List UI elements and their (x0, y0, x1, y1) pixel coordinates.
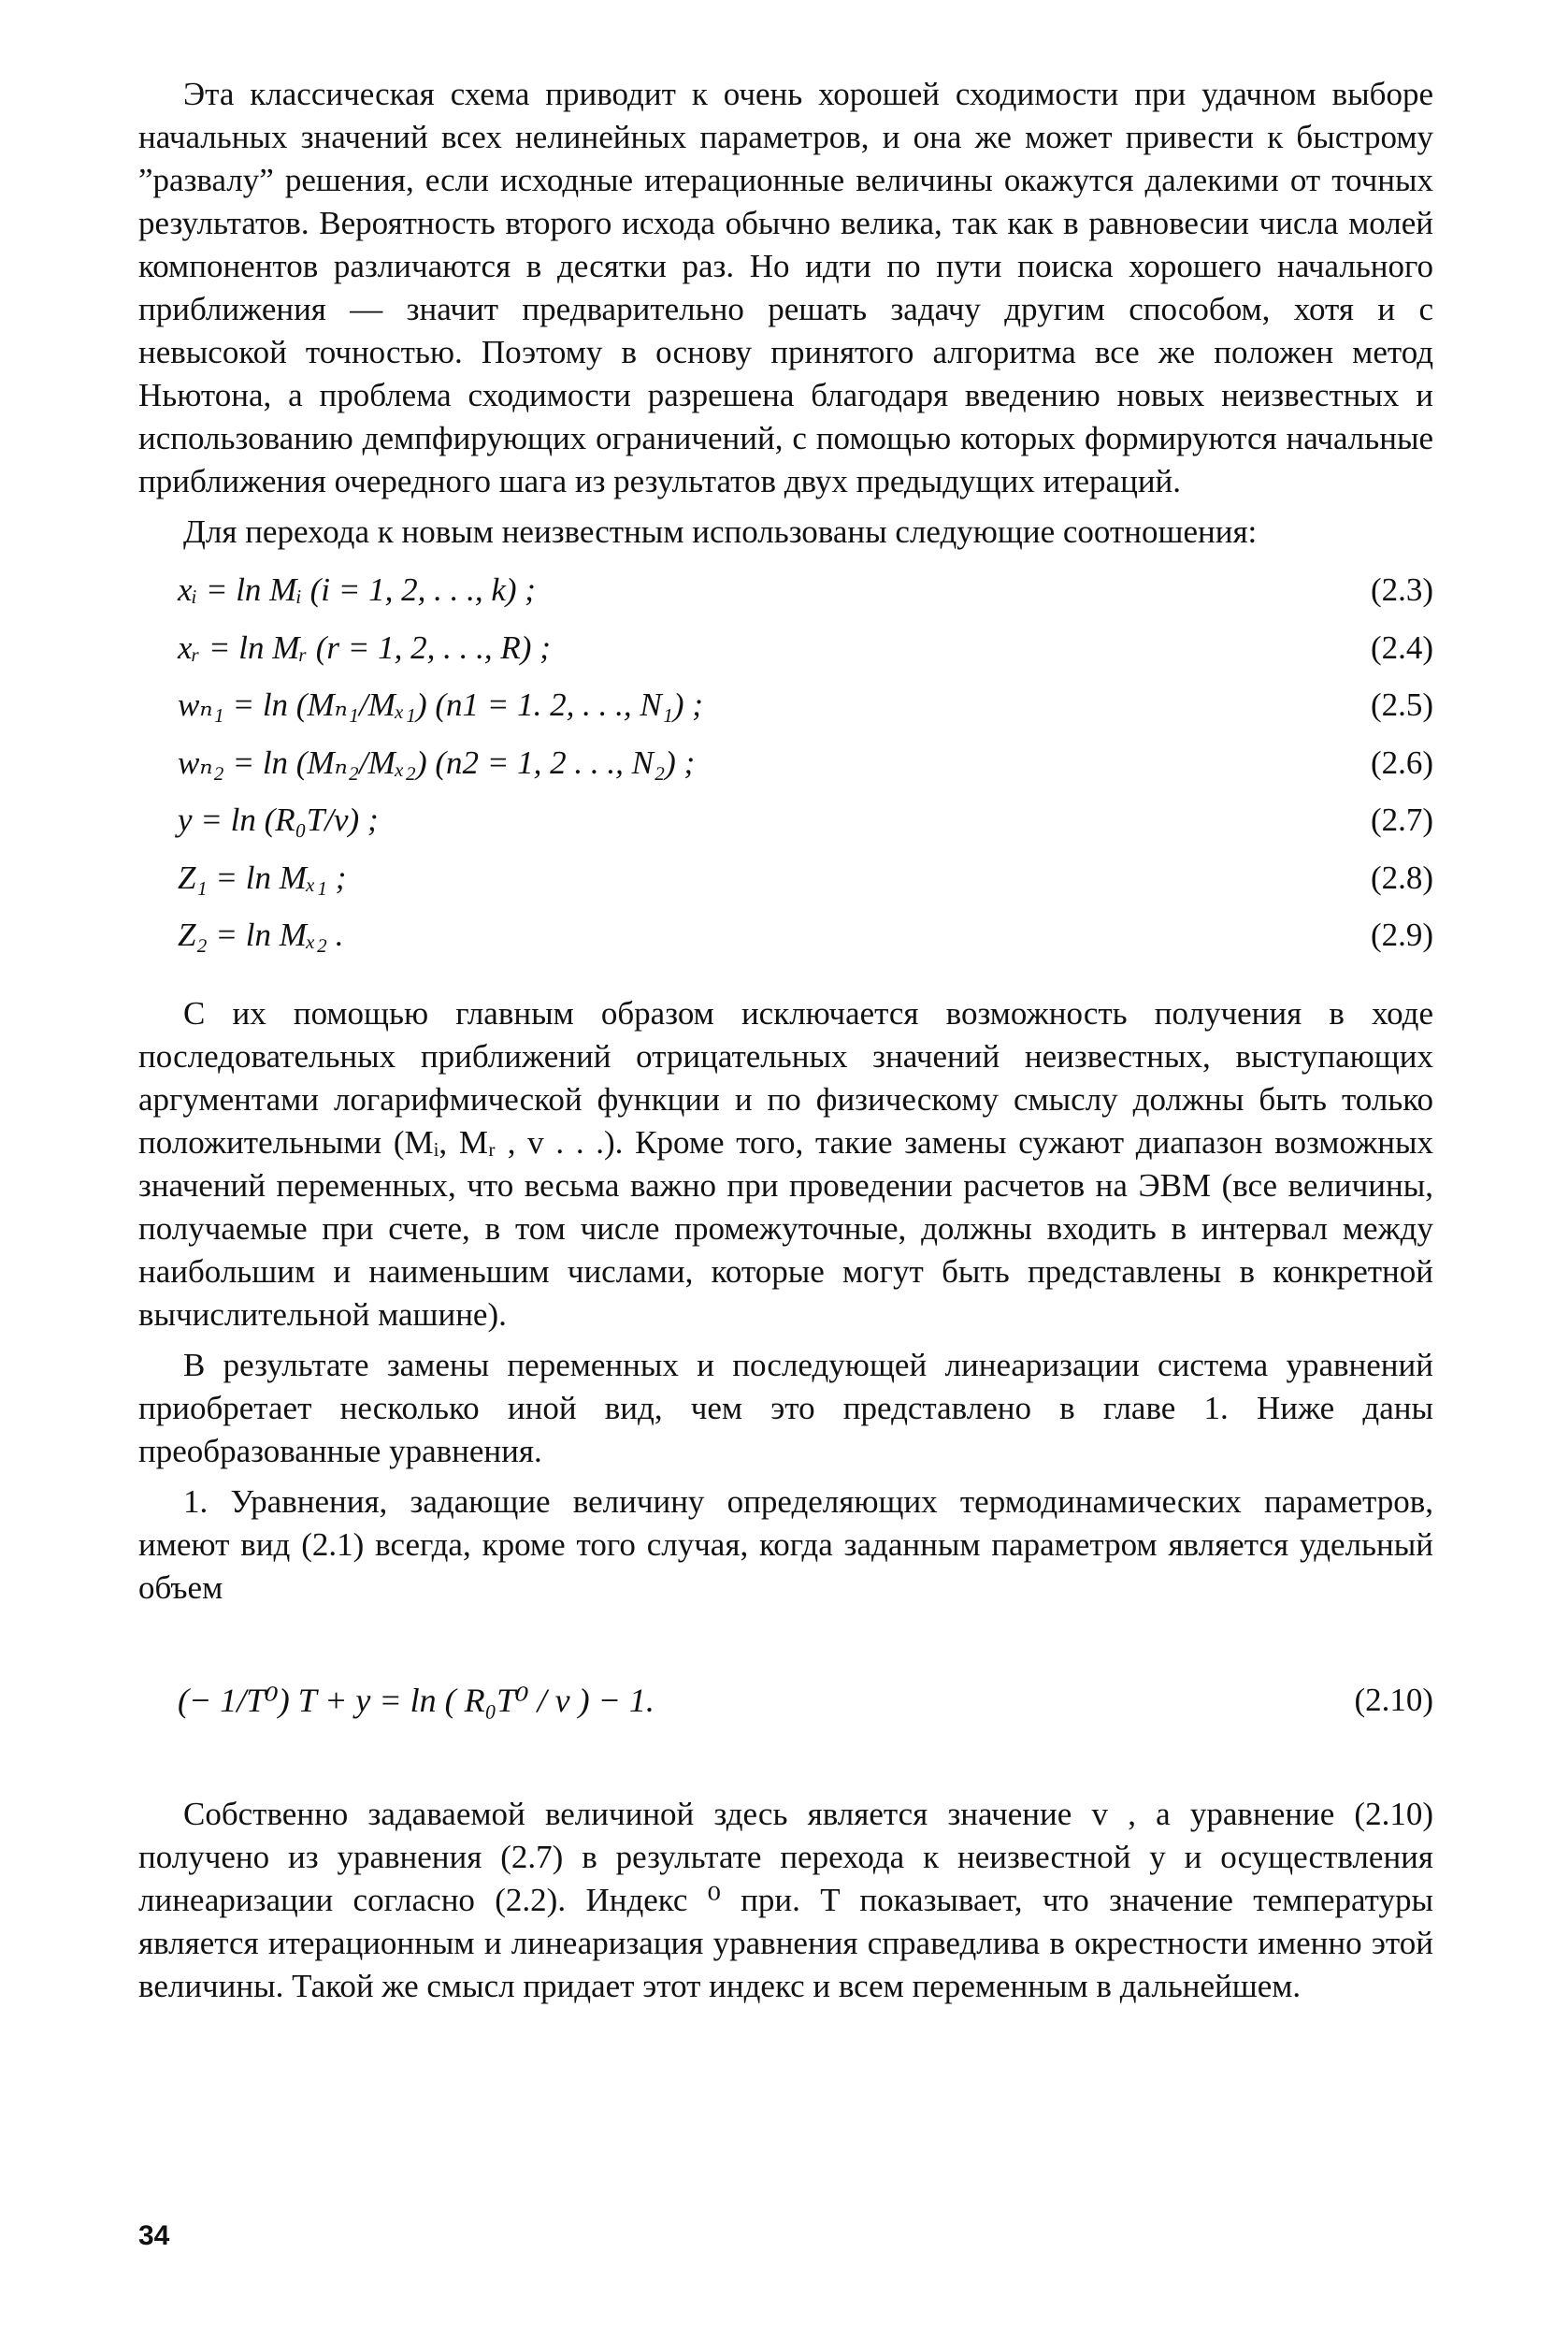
paragraph-2: Для перехода к новым неизвестным использованы следующие соотношения: (183, 513, 1258, 550)
paragraph-3: С их помощью главным образом исключается возможность получения в ходе последовательных приближений отрицательных значений неизвестных, выступающих аргументами логарифмической функции и по физическому смыслу должны быть только положительными (Mᵢ, Mᵣ , v . . .). Кроме того, такие замены сужают диапазон возможных значений переменных, что весьма важно при проведении расчетов на ЭВМ (все величины, получаемые при счете, в том числе промежуточные, должны входить в интервал между наибольшим и наименьшим числами, которые могут быть представлены в конкретной вычислительной машине). (138, 994, 1433, 1333)
equation-expression: (− 1/T⁰) T + y = ln ( R₀T⁰ / v ) − 1. (178, 1681, 655, 1719)
formula-number: (2.8) (1370, 859, 1433, 896)
formula-number: (2.6) (1370, 744, 1433, 781)
equation-number: (2.10) (1354, 1681, 1433, 1718)
formula-row (178, 857, 1433, 915)
formula-row (178, 914, 1433, 972)
equation-2-10 (178, 1649, 1433, 1752)
paragraph-5: 1. Уравнения, задающие величину определяющих термодинамических параметров, имеют вид (2.1) всегда, кроме того случая, когда заданным параметром является удельный объем (138, 1482, 1433, 1606)
paragraph-1: Эта классическая схема приводит к очень хорошей сходимости при удачном выборе начальных значений всех нелинейных параметров, и она же может привести к быстрому ”развалу” решения, если исходные итерационные величины окажутся далекими от точных результатов. Вероятность второго исхода обычно велика, так как в равновесии числа молей компонентов различаются в десятки раз. Но идти по пути поиска хорошего начального приближения — значит предварительно решать задачу другим способом, хотя и с невысокой точностью. Поэтому в основу принятого алгоритма все же положен метод Ньютона, а проблема сходимости разрешена благодаря введению новых неизвестных и использованию демпфирующих ограничений, с помощью которых формируются начальные приближения очередного шага из результатов двух предыдущих итераций. (138, 76, 1433, 499)
formula-expression: wₙ₁ = ln (Mₙ₁/Mₓ₁) (n1 = 1. 2, . . ., N₁) ; (178, 686, 703, 723)
formula-expression: y = ln (R₀T/v) ; (178, 802, 379, 838)
formula-expression: xᵢ = ln Mᵢ (i = 1, 2, . . ., k) ; (178, 571, 536, 608)
formula-row (178, 627, 1433, 685)
formula-number: (2.5) (1370, 686, 1433, 723)
formula-row (178, 799, 1433, 857)
formula-row (178, 569, 1433, 627)
paragraph-6: Собственно задаваемой величиной здесь является значение v , а уравнение (2.10) получено из уравнения (2.7) в результате перехода к неизвестной y и осуществления линеаризации согласно (2.2). Индекс ⁰ при. T показывает, что значение температуры является итерационным и линеаризация уравнения справедлива в окрестности именно этой величины. Такой же смысл придает этот индекс и всем переменным в дальнейшем. (138, 1795, 1433, 2004)
formula-number: (2.3) (1370, 571, 1433, 608)
formula-row (178, 684, 1433, 742)
page-body (138, 73, 1433, 2008)
formula-expression: wₙ₂ = ln (Mₙ₂/Mₓ₂) (n2 = 1, 2 . . ., N₂) ; (178, 744, 696, 781)
formula-number: (2.4) (1370, 628, 1433, 666)
paragraph-4: В результате замены переменных и последующей линеаризации система уравнений приобретает несколько иной вид, чем это представлено в главе 1. Ниже даны преобразованные уравнения. (138, 1346, 1433, 1469)
formula-expression: xᵣ = ln Mᵣ (r = 1, 2, . . ., R) ; (178, 628, 551, 666)
formula-expression: Z₁ = ln Mₓ₁ ; (178, 859, 347, 896)
page-number: 34 (138, 2220, 170, 2251)
formula-row (178, 742, 1433, 800)
formula-expression: Z₂ = ln Mₓ₂ . (178, 917, 344, 953)
formula-number: (2.7) (1370, 802, 1433, 838)
formula-number: (2.9) (1370, 917, 1433, 953)
formula-list (178, 569, 1433, 972)
